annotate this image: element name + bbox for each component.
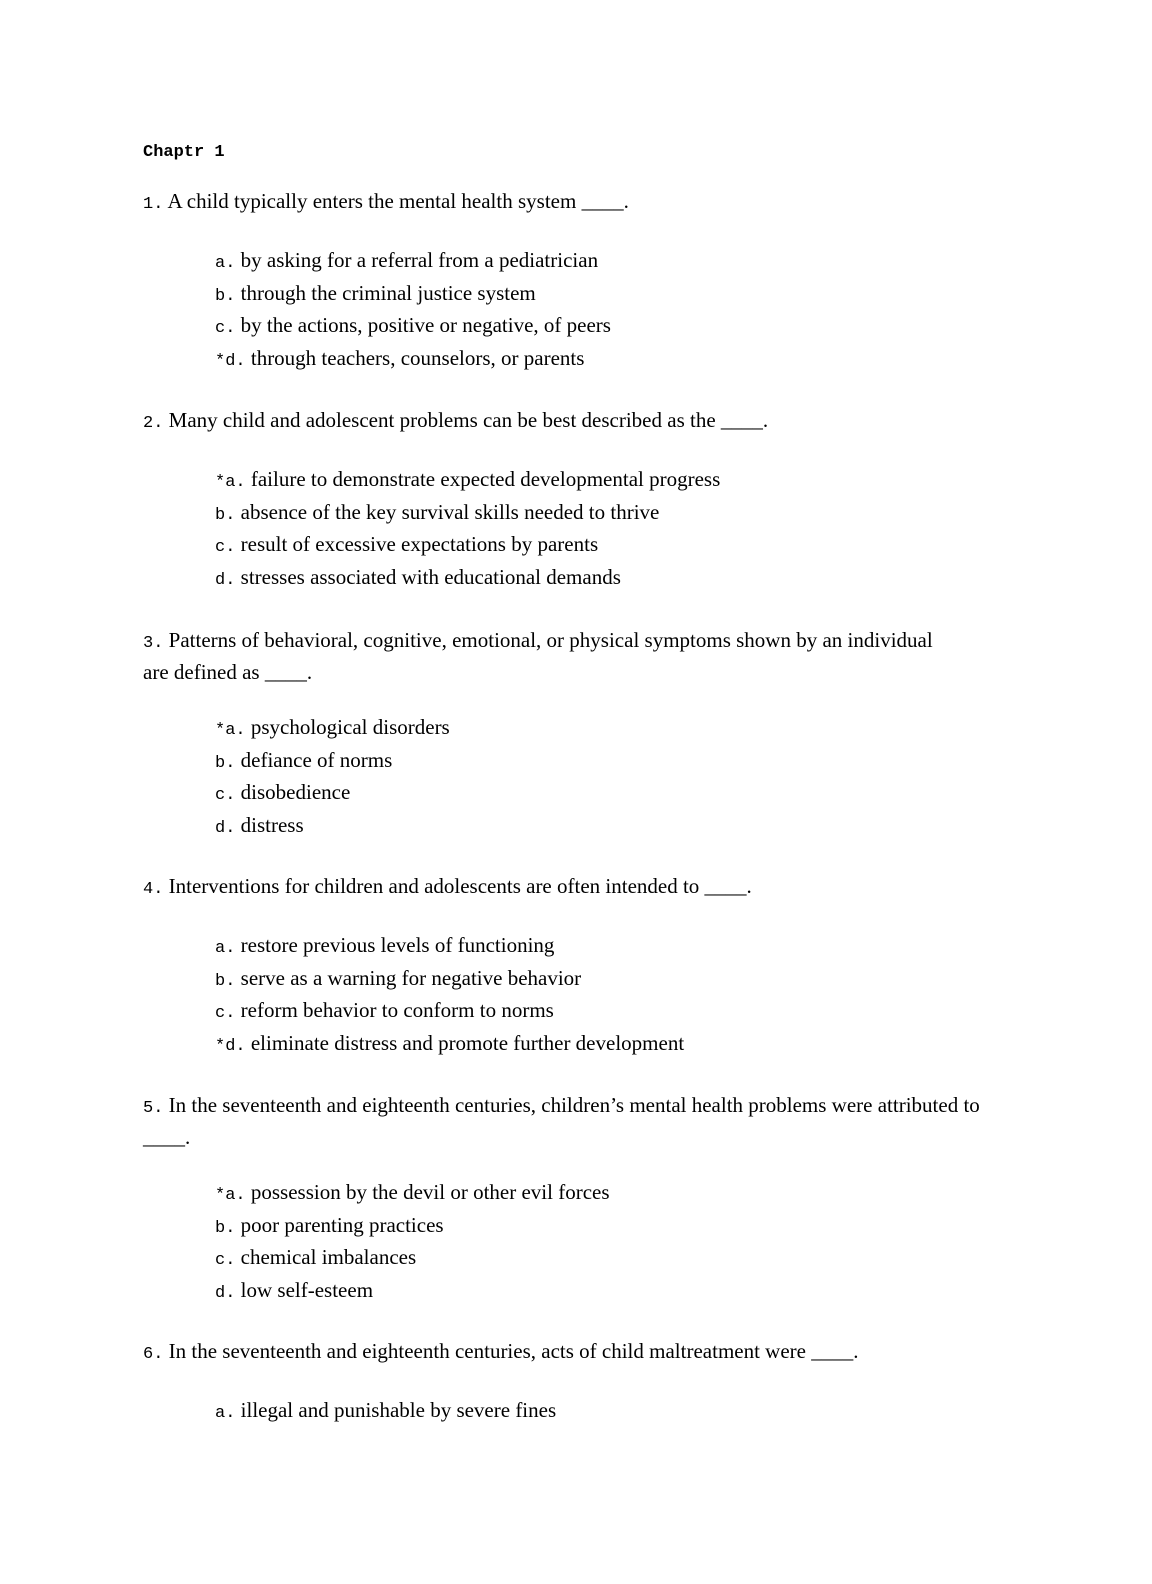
question-text: A child typically enters the mental health system ____.	[167, 189, 629, 213]
question-text: In the seventeenth and eighteenth centuries, acts of child maltreatment were ____.	[168, 1339, 859, 1363]
answer-choice	[215, 746, 953, 779]
answer-choice	[215, 530, 1023, 563]
answer-choice	[215, 498, 1023, 531]
choice-letter: b.	[215, 286, 236, 306]
question-text: Patterns of behavioral, cognitive, emotional, or physical symptoms shown by an individual are defined as ____.	[143, 628, 933, 684]
question-text: Many child and adolescent problems can be best described as the ____.	[168, 408, 769, 432]
choice-letter: b.	[215, 505, 236, 525]
answer-choices	[215, 1396, 1023, 1429]
question-4	[143, 872, 1023, 1061]
question-stem	[143, 1091, 993, 1151]
answer-choice-correct	[215, 713, 953, 746]
choice-letter: d.	[215, 818, 236, 838]
answer-choice	[215, 1243, 993, 1276]
answer-choices	[215, 713, 953, 843]
choice-letter: b.	[215, 753, 236, 773]
question-stem	[143, 187, 1023, 219]
answer-choice-correct	[215, 465, 1023, 498]
choice-letter: b.	[215, 1218, 236, 1238]
choice-letter: c.	[215, 786, 236, 805]
choice-text: eliminate distress and promote further development	[250, 1030, 685, 1055]
answer-choice	[215, 279, 1023, 312]
choice-letter: c.	[215, 538, 236, 557]
choice-letter: c.	[215, 1004, 236, 1023]
answer-choice	[215, 778, 953, 811]
choice-letter: *d.	[215, 1036, 246, 1056]
choice-letter: c.	[215, 1251, 236, 1270]
choice-text: disobedience	[240, 780, 351, 804]
answer-choice	[215, 246, 1023, 279]
answer-choice	[215, 996, 1023, 1029]
choice-text: psychological disorders	[250, 715, 450, 739]
answer-choice-correct	[215, 1029, 1023, 1062]
choice-letter: *d.	[215, 351, 246, 371]
answer-choice	[215, 931, 1023, 964]
choice-text: result of excessive expectations by parents	[240, 532, 599, 556]
question-stem	[143, 626, 953, 686]
answer-choices	[215, 931, 1023, 1061]
choice-text: by asking for a referral from a pediatrician	[240, 248, 599, 272]
choice-text: distress	[240, 812, 304, 837]
answer-choices	[215, 1178, 993, 1308]
question-number: 4.	[143, 880, 164, 899]
choice-letter: *a.	[215, 721, 246, 740]
choice-letter: a.	[215, 939, 236, 958]
choice-text: through teachers, counselors, or parents	[250, 345, 585, 370]
choice-text: absence of the key survival skills needed to thrive	[240, 499, 660, 524]
answer-choice	[215, 1211, 993, 1244]
question-2	[143, 406, 1023, 595]
answer-choice-correct	[215, 344, 1023, 377]
question-text: Interventions for children and adolescents are often intended to ____.	[168, 874, 752, 898]
question-6	[143, 1337, 1023, 1429]
answer-choices	[215, 465, 1023, 595]
question-number: 3.	[143, 634, 164, 653]
question-text: In the seventeenth and eighteenth centuries, children’s mental health problems were attributed to ____.	[143, 1093, 980, 1149]
question-number: 2.	[143, 414, 164, 433]
answer-choice	[215, 563, 1023, 596]
choice-letter: d.	[215, 570, 236, 590]
answer-choice-correct	[215, 1178, 993, 1211]
choice-text: serve as a warning for negative behavior	[240, 965, 582, 990]
answer-choice	[215, 1396, 1023, 1429]
choice-text: stresses associated with educational demands	[240, 564, 621, 589]
question-number: 6.	[143, 1345, 164, 1364]
choice-letter: b.	[215, 971, 236, 991]
choice-text: failure to demonstrate expected developmental progress	[250, 467, 721, 491]
choice-text: possession by the devil or other evil forces	[250, 1180, 610, 1204]
question-3	[143, 626, 953, 843]
answer-choices	[215, 246, 1023, 376]
choice-letter: *a.	[215, 1186, 246, 1205]
choice-text: defiance of norms	[240, 747, 393, 772]
question-1	[143, 187, 1023, 376]
choice-text: low self-esteem	[240, 1277, 374, 1302]
chapter-heading: Chaptr 1	[143, 143, 225, 162]
question-stem	[143, 872, 1023, 904]
choice-text: illegal and punishable by severe fines	[240, 1398, 557, 1422]
choice-text: reform behavior to conform to norms	[240, 998, 554, 1022]
choice-letter: *a.	[215, 473, 246, 492]
choice-letter: d.	[215, 1283, 236, 1303]
choice-text: chemical imbalances	[240, 1245, 417, 1269]
question-stem	[143, 406, 1023, 438]
choice-letter: a.	[215, 254, 236, 273]
question-stem	[143, 1337, 1023, 1369]
answer-choice	[215, 311, 1023, 344]
choice-text: poor parenting practices	[240, 1212, 444, 1237]
choice-letter: c.	[215, 319, 236, 338]
choice-letter: a.	[215, 1404, 236, 1423]
question-5	[143, 1091, 993, 1308]
choice-text: by the actions, positive or negative, of peers	[240, 313, 611, 337]
answer-choice	[215, 964, 1023, 997]
choice-text: through the criminal justice system	[240, 280, 536, 305]
question-number: 1.	[143, 195, 164, 214]
answer-choice	[215, 1276, 993, 1309]
question-number: 5.	[143, 1099, 164, 1118]
choice-text: restore previous levels of functioning	[240, 933, 555, 957]
answer-choice	[215, 811, 953, 844]
